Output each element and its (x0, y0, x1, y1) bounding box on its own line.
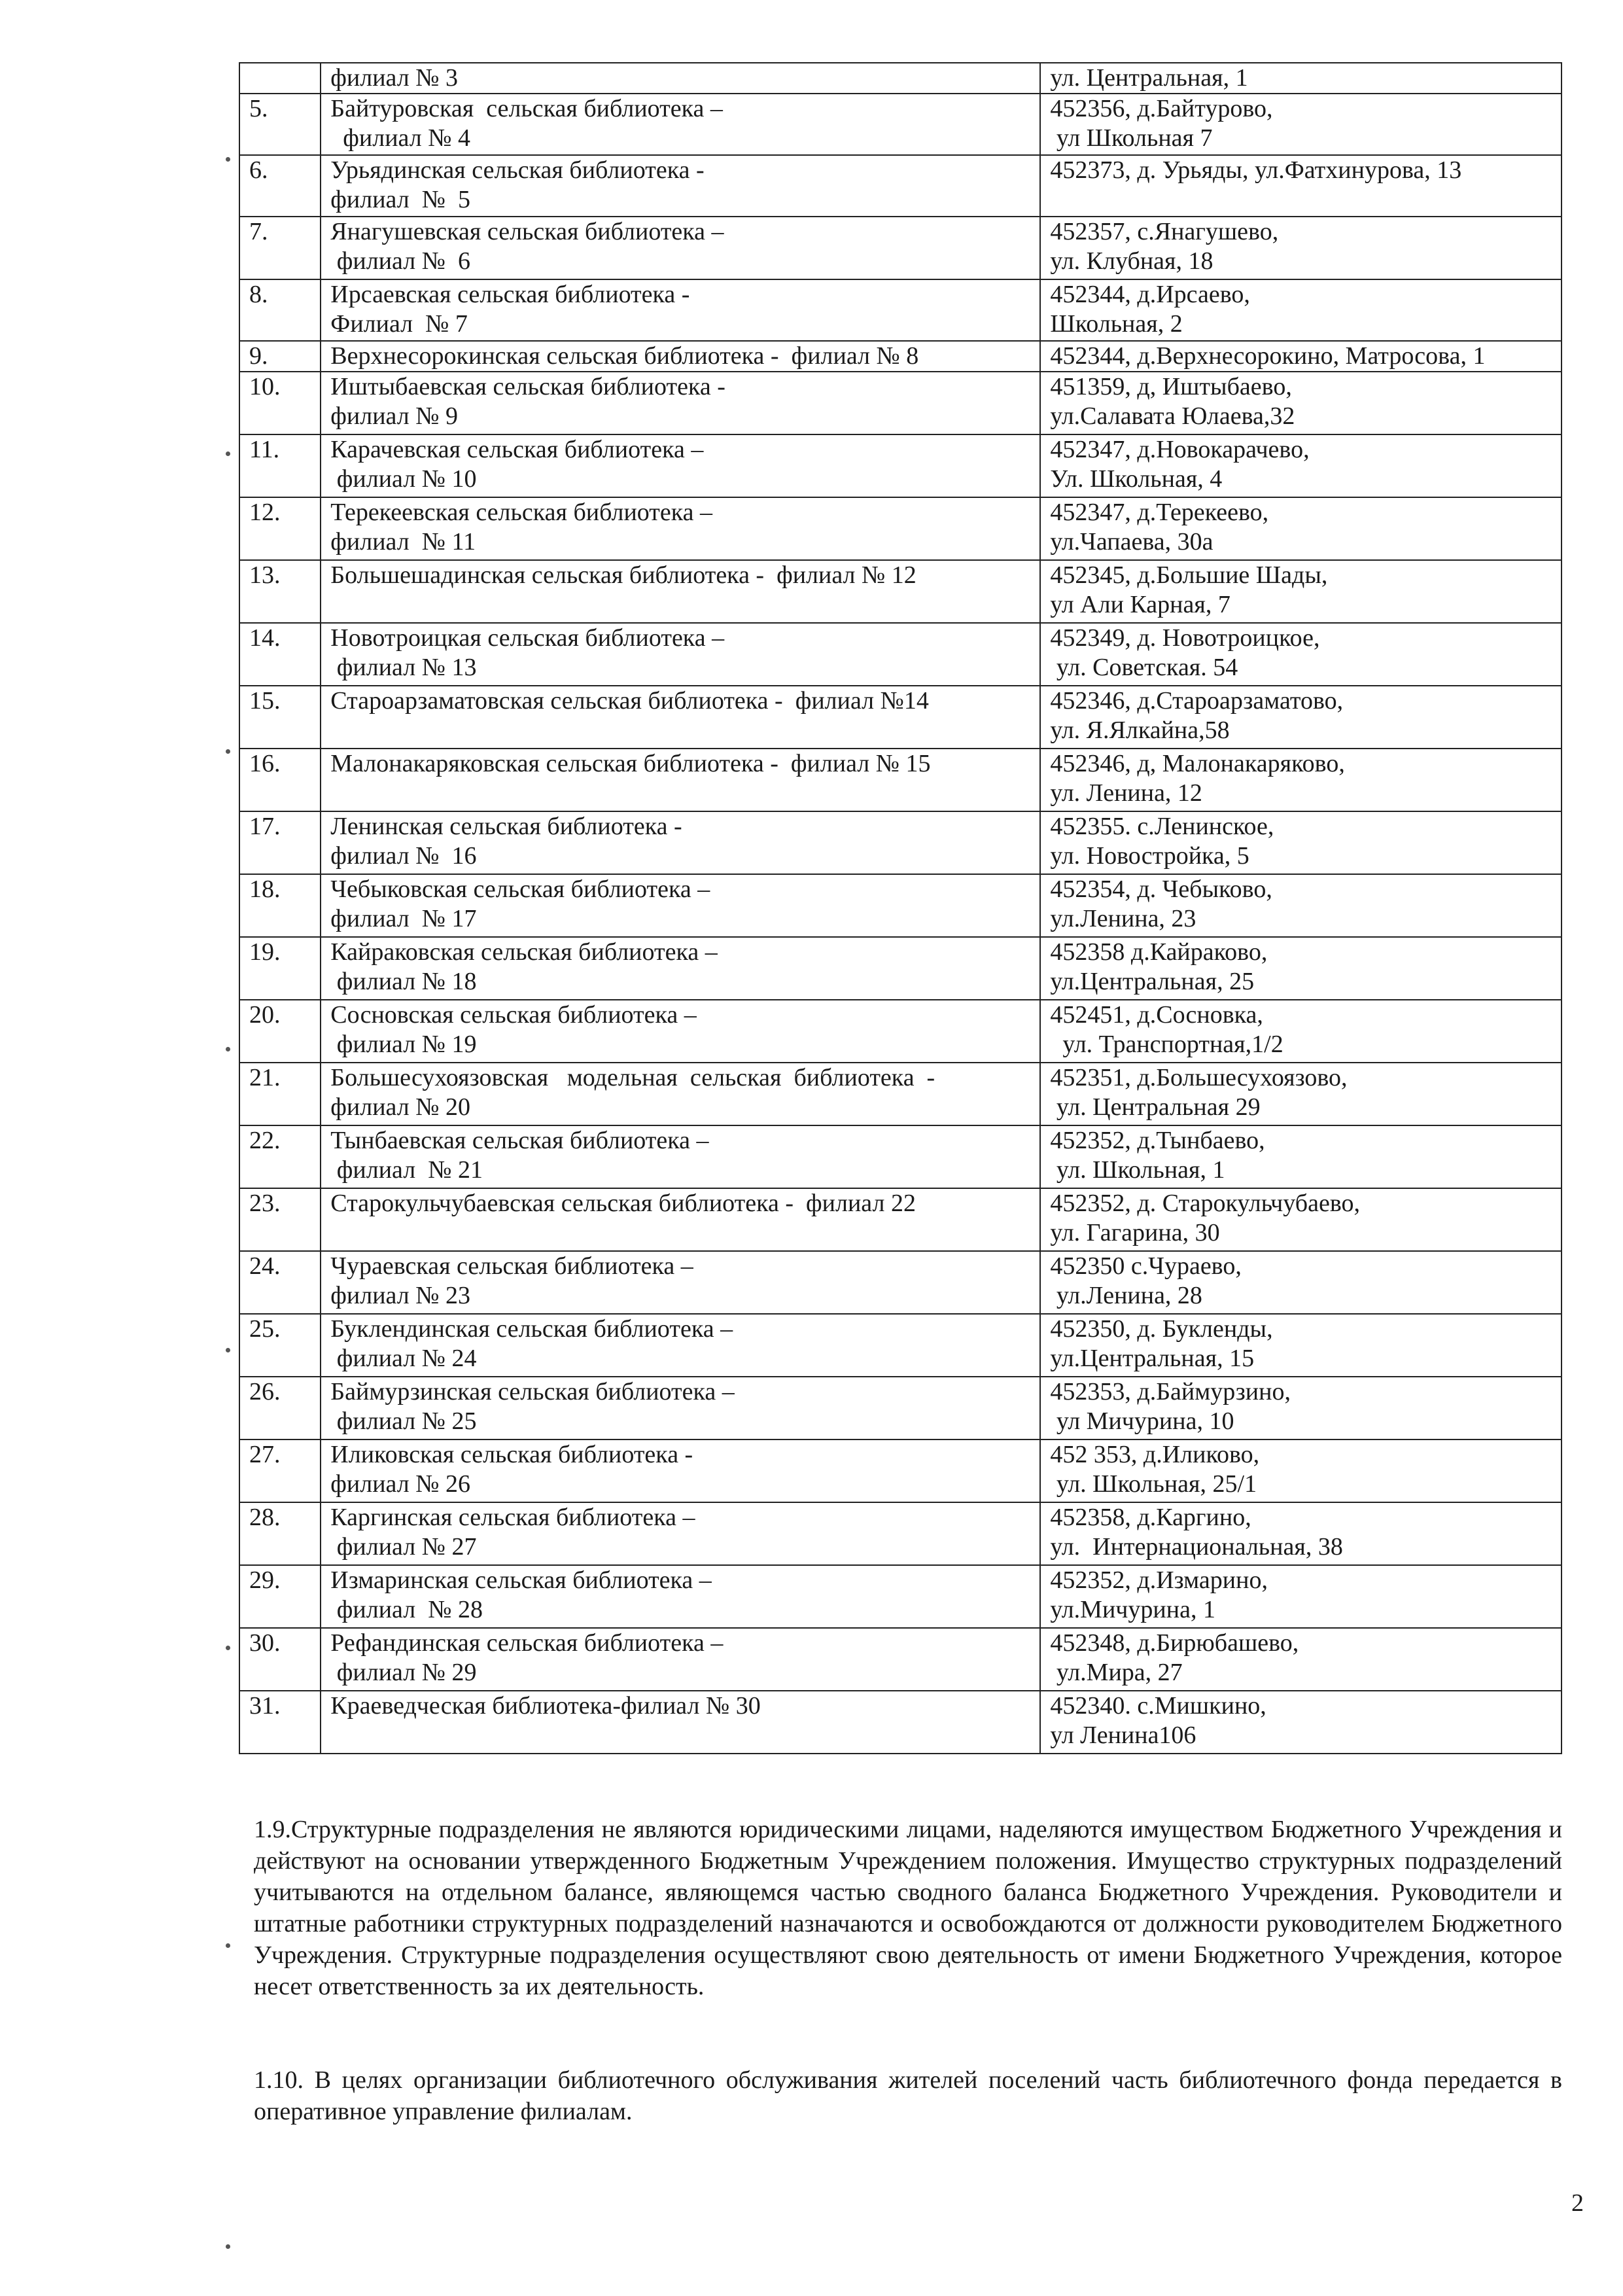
library-address: 452373, д. Урьяды, ул.Фатхинурова, 13 (1040, 155, 1562, 217)
library-name: Верхнесорокинская сельская библиотека - филиал № 8 (321, 341, 1040, 372)
scan-speck (226, 157, 230, 162)
library-name: Кайраковская сельская библиотека – филиал № 18 (321, 937, 1040, 1000)
library-name: Терекеевская сельская библиотека – филиал № 11 (321, 497, 1040, 560)
library-address: 452344, д.Ирсаево, Школьная, 2 (1040, 279, 1562, 341)
row-number: 17. (239, 811, 321, 874)
row-number: 31. (239, 1691, 321, 1754)
scan-speck (226, 1943, 230, 1948)
row-number: 20. (239, 1000, 321, 1063)
table-row (239, 341, 1562, 372)
library-address: 452357, с.Янагушево, ул. Клубная, 18 (1040, 217, 1562, 279)
scan-speck (226, 749, 230, 754)
paragraph-1-10: 1.10. В целях организации библиотечного обслуживания жителей поселений часть библиотечного фонда передается в оперативное управление филиалам. (254, 2066, 1562, 2125)
library-address: 452358, д.Каргино, ул. Интернациональная, 38 (1040, 1502, 1562, 1565)
table-row (239, 937, 1562, 1000)
library-address: 452347, д.Новокарачево, Ул. Школьная, 4 (1040, 434, 1562, 497)
scan-speck (226, 1348, 230, 1352)
library-name: Большешадинская сельская библиотека - филиал № 12 (321, 560, 1040, 623)
scan-speck (226, 2244, 230, 2249)
row-number: 28. (239, 1502, 321, 1565)
scan-speck (226, 1646, 230, 1650)
library-address: 452347, д.Терекеево, ул.Чапаева, 30а (1040, 497, 1562, 560)
row-number: 6. (239, 155, 321, 217)
row-number: 14. (239, 623, 321, 686)
page-number: 2 (1571, 2189, 1584, 2217)
row-number: 9. (239, 341, 321, 372)
row-number: 5. (239, 94, 321, 155)
library-address: 452354, д. Чебыково, ул.Ленина, 23 (1040, 874, 1562, 937)
library-address: 452352, д.Тынбаево, ул. Школьная, 1 (1040, 1125, 1562, 1188)
branch-libraries-table (239, 62, 1562, 1754)
row-number: 18. (239, 874, 321, 937)
library-address: 452349, д. Новотроицкое, ул. Советская. 54 (1040, 623, 1562, 686)
library-name: Байтуровская сельская библиотека – филиал № 4 (321, 94, 1040, 155)
table-row (239, 94, 1562, 155)
table-row (239, 217, 1562, 279)
row-number: 25. (239, 1314, 321, 1377)
library-name: Рефандинская сельская библиотека – филиал № 29 (321, 1628, 1040, 1691)
library-address: 452352, д.Измарино, ул.Мичурина, 1 (1040, 1565, 1562, 1628)
row-number: 29. (239, 1565, 321, 1628)
row-number: 21. (239, 1063, 321, 1125)
table-row (239, 497, 1562, 560)
row-number: 12. (239, 497, 321, 560)
row-number: 10. (239, 372, 321, 434)
library-name: Иликовская сельская библиотека - филиал № 26 (321, 1439, 1040, 1502)
table-row (239, 1188, 1562, 1251)
table-row (239, 1628, 1562, 1691)
library-name: Чураевская сельская библиотека – филиал № 23 (321, 1251, 1040, 1314)
library-address: 452346, д.Староарзаматово, ул. Я.Ялкайна,58 (1040, 686, 1562, 749)
library-name: Новотроицкая сельская библиотека – филиал № 13 (321, 623, 1040, 686)
table-body (239, 63, 1562, 1754)
row-number: 13. (239, 560, 321, 623)
table-row (239, 874, 1562, 937)
library-address: 452352, д. Старокульчубаево, ул. Гагарина, 30 (1040, 1188, 1562, 1251)
row-number: 16. (239, 749, 321, 811)
library-name: Ленинская сельская библиотека - филиал № 16 (321, 811, 1040, 874)
library-address: 452356, д.Байтурово, ул Школьная 7 (1040, 94, 1562, 155)
library-address: 452350 с.Чураево, ул.Ленина, 28 (1040, 1251, 1562, 1314)
table-row (239, 279, 1562, 341)
library-address: 451359, д, Иштыбаево, ул.Салавата Юлаева,32 (1040, 372, 1562, 434)
library-address: ул. Центральная, 1 (1040, 63, 1562, 94)
library-name: филиал № 3 (321, 63, 1040, 94)
table-row (239, 1502, 1562, 1565)
library-name: Старокульчубаевская сельская библиотека - филиал 22 (321, 1188, 1040, 1251)
paragraph-1-9: 1.9.Структурные подразделения не являются юридическими лицами, наделяются имуществом Бюджетного Учреждения и действуют на основании утвержденного Бюджетным Учреждением положения. Имущество структурных подразделений учитываются на отдельном балансе, являющемся частью сводного баланса Бюджетного Учреждения. Руководители и штатные работники структурных подразделений назначаются и освобождаются от должности руководителем Бюджетного Учреждения. Структурные подразделения осуществляют свою деятельность от имени Бюджетного Учреждения, которое несет ответственность за их деятельность. (254, 1816, 1562, 2000)
library-name: Малонакаряковская сельская библиотека - филиал № 15 (321, 749, 1040, 811)
scan-speck (226, 1047, 230, 1051)
row-number: 8. (239, 279, 321, 341)
library-address: 452358 д.Кайраково, ул.Центральная, 25 (1040, 937, 1562, 1000)
row-number: 27. (239, 1439, 321, 1502)
library-address: 452348, д.Бирюбашево, ул.Мира, 27 (1040, 1628, 1562, 1691)
library-name: Каргинская сельская библиотека – филиал № 27 (321, 1502, 1040, 1565)
library-name: Староарзаматовская сельская библиотека - филиал №14 (321, 686, 1040, 749)
library-name: Баймурзинская сельская библиотека – филиал № 25 (321, 1377, 1040, 1439)
library-name: Большесухоязовская модельная сельская библиотека - филиал № 20 (321, 1063, 1040, 1125)
row-number: 11. (239, 434, 321, 497)
table-row (239, 372, 1562, 434)
table-row (239, 1314, 1562, 1377)
library-address: 452346, д, Малонакаряково, ул. Ленина, 12 (1040, 749, 1562, 811)
row-number: 22. (239, 1125, 321, 1188)
table-row (239, 1251, 1562, 1314)
library-name: Измаринская сельская библиотека – филиал № 28 (321, 1565, 1040, 1628)
table-row (239, 623, 1562, 686)
library-name: Тынбаевская сельская библиотека – филиал № 21 (321, 1125, 1040, 1188)
library-name: Ирсаевская сельская библиотека - Филиал № 7 (321, 279, 1040, 341)
row-number: 19. (239, 937, 321, 1000)
table-row (239, 1377, 1562, 1439)
table-row (239, 155, 1562, 217)
library-name: Урьядинская сельская библиотека - филиал № 5 (321, 155, 1040, 217)
table-row (239, 1063, 1562, 1125)
row-number: 7. (239, 217, 321, 279)
library-address: 452451, д.Сосновка, ул. Транспортная,1/2 (1040, 1000, 1562, 1063)
library-name: Краеведческая библиотека-филиал № 30 (321, 1691, 1040, 1754)
row-number: 23. (239, 1188, 321, 1251)
library-address: 452345, д.Большие Шады, ул Али Карная, 7 (1040, 560, 1562, 623)
table-row (239, 811, 1562, 874)
library-address: 452344, д.Верхнесорокино, Матросова, 1 (1040, 341, 1562, 372)
table-row (239, 63, 1562, 94)
library-name: Иштыбаевская сельская библиотека - филиал № 9 (321, 372, 1040, 434)
table-row (239, 560, 1562, 623)
library-name: Карачевская сельская библиотека – филиал № 10 (321, 434, 1040, 497)
table-row (239, 1439, 1562, 1502)
table-row (239, 434, 1562, 497)
library-address: 452340. с.Мишкино, ул Ленина106 (1040, 1691, 1562, 1754)
scan-speck (226, 451, 230, 456)
row-number: 24. (239, 1251, 321, 1314)
library-address: 452353, д.Баймурзино, ул Мичурина, 10 (1040, 1377, 1562, 1439)
library-name: Буклендинская сельская библиотека – филиал № 24 (321, 1314, 1040, 1377)
row-number: 15. (239, 686, 321, 749)
library-name: Сосновская сельская библиотека – филиал № 19 (321, 1000, 1040, 1063)
row-number: 26. (239, 1377, 321, 1439)
table-row (239, 1000, 1562, 1063)
library-address: 452351, д.Большесухоязово, ул. Центральная 29 (1040, 1063, 1562, 1125)
library-address: 452 353, д.Иликово, ул. Школьная, 25/1 (1040, 1439, 1562, 1502)
row-number (239, 63, 321, 94)
library-address: 452355. с.Ленинское, ул. Новостройка, 5 (1040, 811, 1562, 874)
row-number: 30. (239, 1628, 321, 1691)
table-row (239, 1125, 1562, 1188)
library-name: Чебыковская сельская библиотека – филиал № 17 (321, 874, 1040, 937)
library-name: Янагушевская сельская библиотека – филиал № 6 (321, 217, 1040, 279)
table-row (239, 749, 1562, 811)
table-row (239, 1691, 1562, 1754)
table-row (239, 686, 1562, 749)
table-row (239, 1565, 1562, 1628)
library-address: 452350, д. Букленды, ул.Центральная, 15 (1040, 1314, 1562, 1377)
